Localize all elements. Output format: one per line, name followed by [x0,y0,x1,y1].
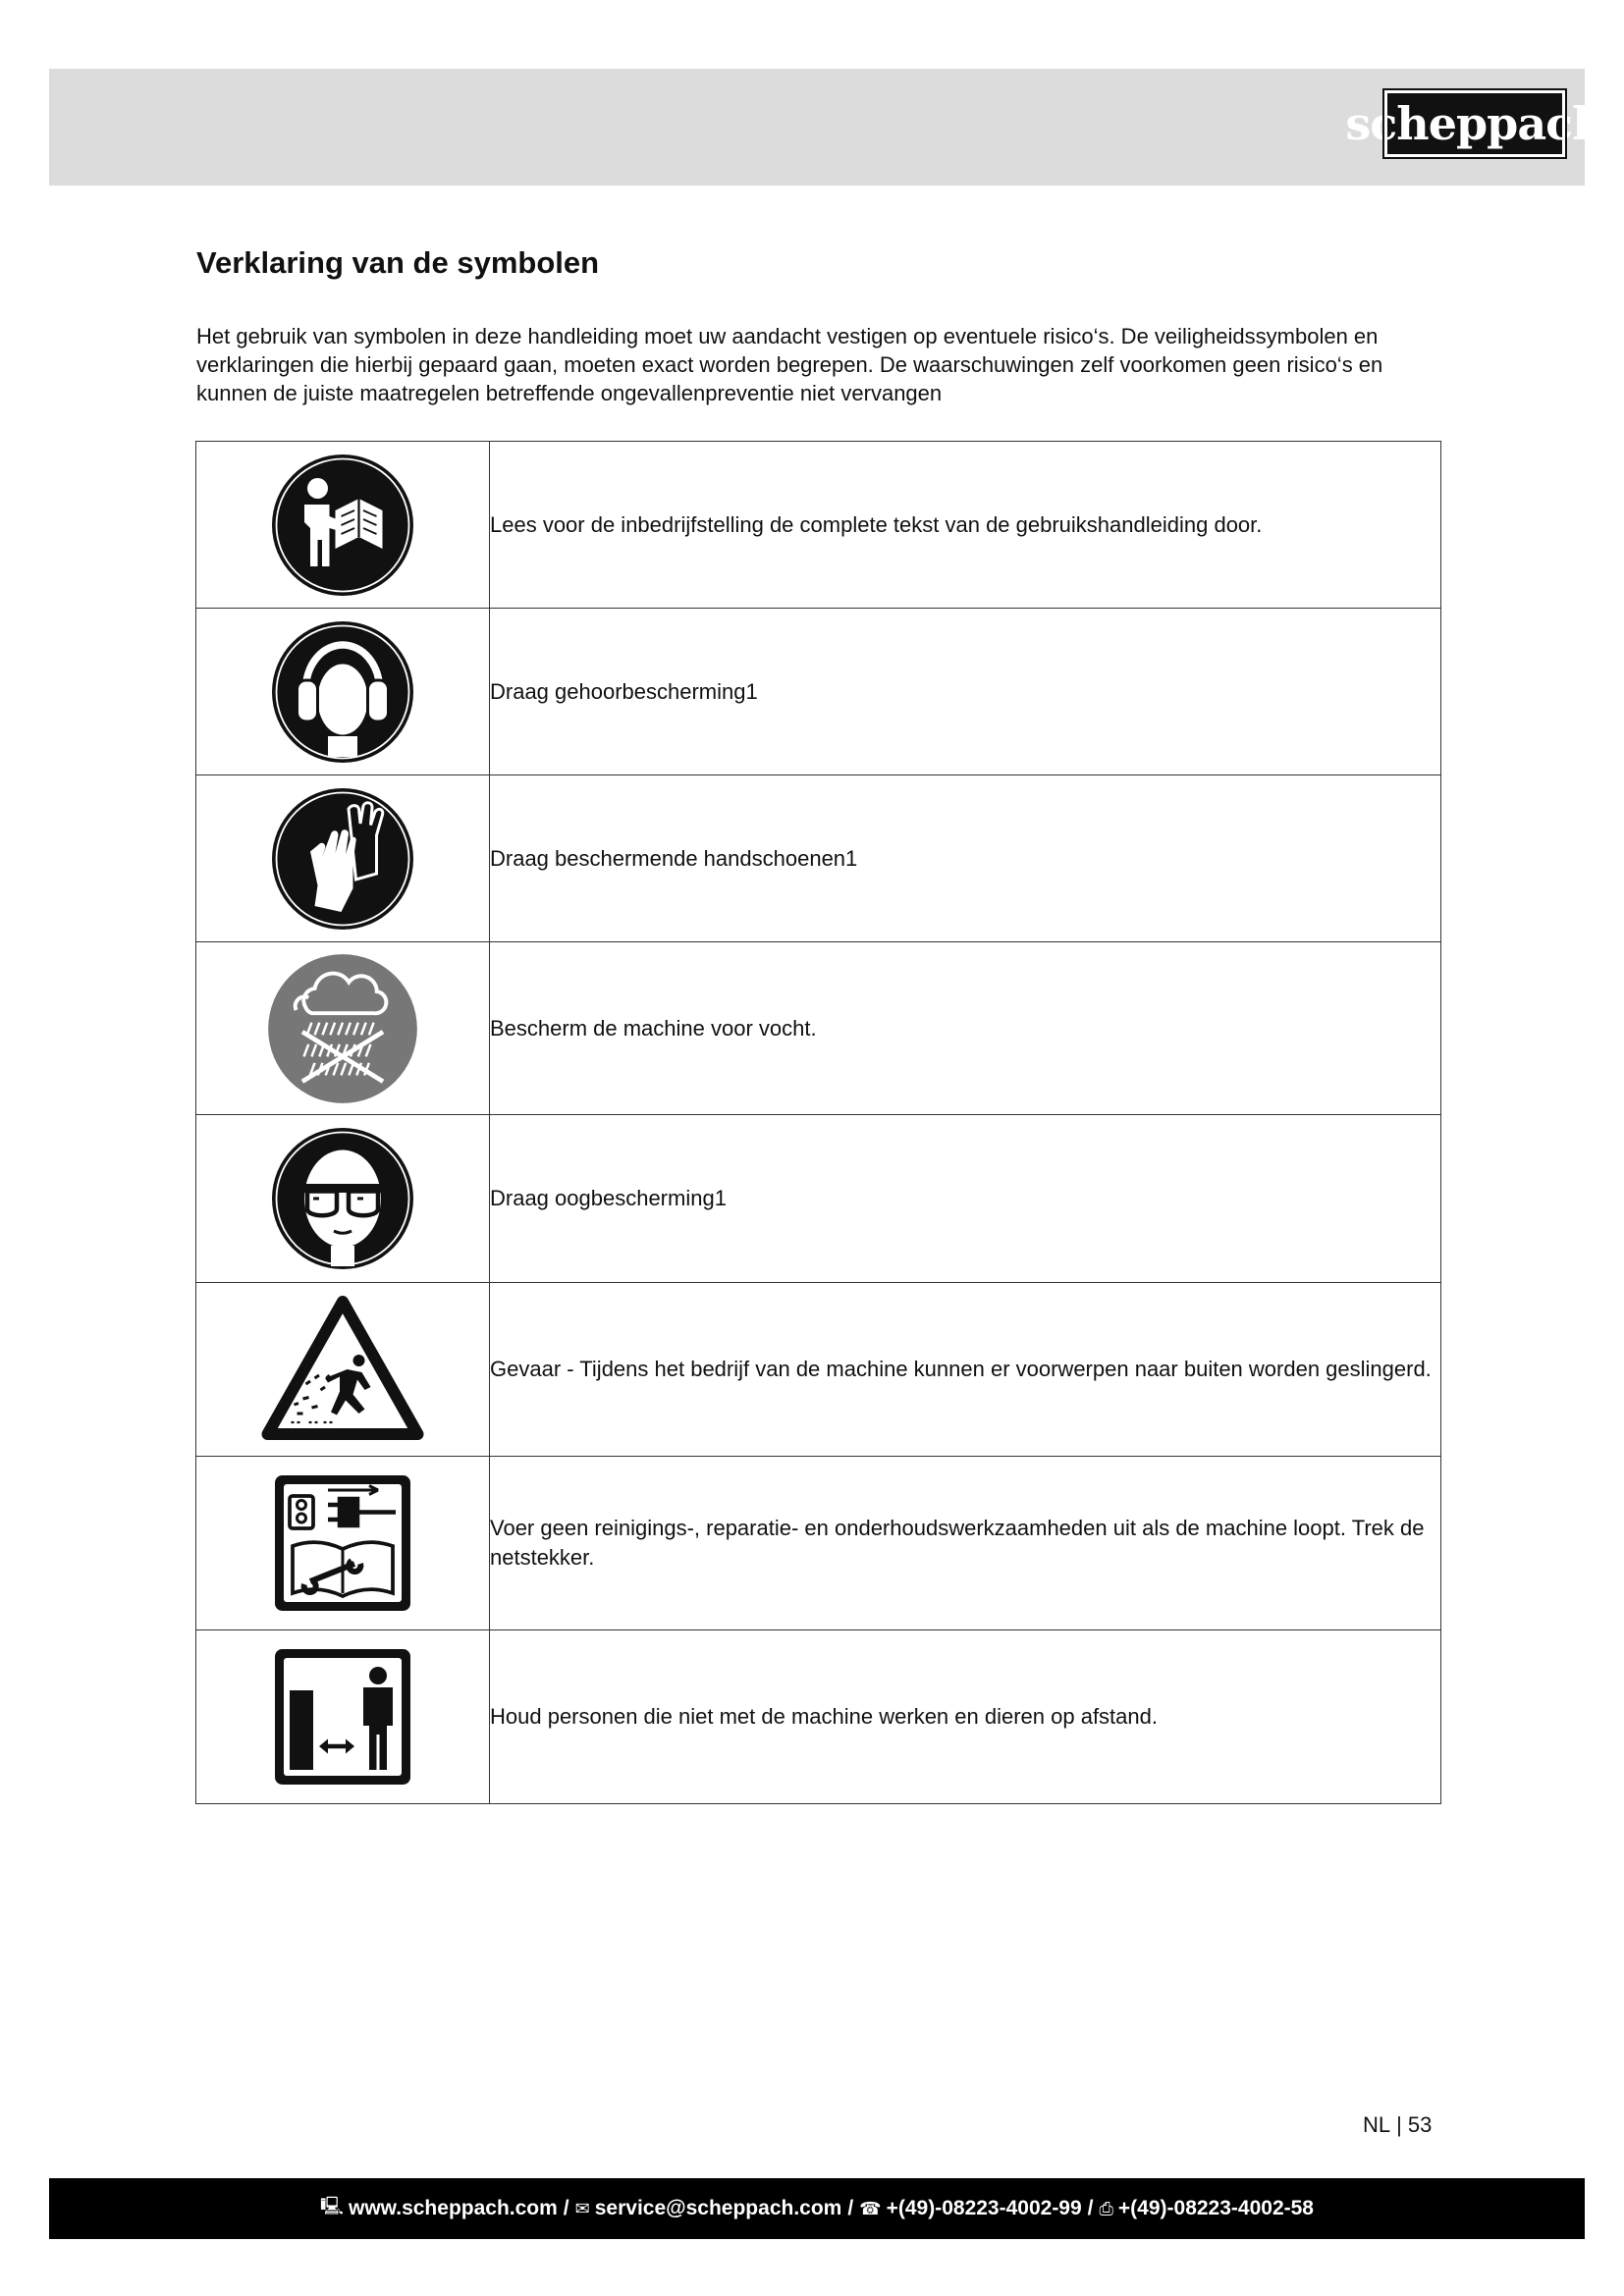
symbol-description: Lees voor de inbedrijfstelling de complete tekst van de gebruikshandleiding door. [490,442,1441,609]
table-row [196,442,1441,609]
fax-icon: ⎙ [1099,2198,1113,2218]
footer-separator: / [563,2197,569,2219]
table-row [196,1283,1441,1457]
symbol-description: Draag gehoorbescherming1 [490,609,1441,775]
symbols-table [195,441,1441,1804]
read-manual-icon [269,452,416,599]
gloves-icon [269,785,416,933]
table-row [196,609,1441,775]
keep-distance-icon [269,1643,416,1790]
footer-fax: +(49)-08223-4002-58 [1117,2197,1314,2219]
page-number-separator: | [1396,2112,1402,2137]
footer-email[interactable]: service@scheppach.com [594,2197,842,2219]
symbol-description: Gevaar - Tijdens het bedrijf van de machine kunnen er voorwerpen naar buiten worden geslingerd. [490,1283,1441,1457]
mail-icon: ✉ [574,2198,590,2218]
footer-website[interactable]: www.scheppach.com [349,2197,558,2219]
table-row [196,775,1441,942]
footer-bar [49,2178,1585,2239]
symbol-description: Draag beschermende handschoenen1 [490,775,1441,942]
symbol-description: Voer geen reinigings-, reparatie- en onderhoudswerkzaamheden uit als de machine loopt. Trek de netstekker. [490,1457,1441,1630]
footer-phone[interactable]: +(49)-08223-4002-99 [886,2197,1082,2219]
symbol-description: Bescherm de machine voor vocht. [490,942,1441,1115]
intro-paragraph: Het gebruik van symbolen in deze handleiding moet uw aandacht vestigen op eventuele risico‘s. De veiligheidssymbolen en verklaringen die hierbij gepaard gaan, moeten exact worden begrepen. De waarschuwingen zelf voorkomen geen risico‘s en kunnen de juiste maatregelen betreffende ongevallenpreventie niet vervangen [196,324,1383,405]
table-row [196,1457,1441,1630]
phone-icon: ☎ [859,2198,882,2218]
footer-separator: / [1087,2197,1094,2219]
page-language: NL [1363,2112,1391,2137]
table-row [196,1115,1441,1283]
eye-protection-icon [269,1125,416,1272]
page-number-value: 53 [1407,2112,1433,2137]
page-title: Verklaring van de symbolen [196,245,600,280]
brand-logo: scheppach [1384,90,1565,157]
unplug-before-maintenance-icon [269,1469,416,1617]
flying-objects-warning-icon [261,1296,424,1443]
header-band [49,69,1604,186]
symbol-description: Houd personen die niet met de machine werken en dieren op afstand. [490,1630,1441,1804]
hearing-protection-icon [269,618,416,766]
table-row [196,942,1441,1115]
page-number [1363,2112,1432,2138]
symbol-description: Draag oogbescherming1 [490,1115,1441,1283]
table-row [196,1630,1441,1804]
no-rain-icon [265,951,420,1106]
footer-separator: / [847,2197,854,2219]
computer-icon: 🖳 [320,2196,345,2216]
